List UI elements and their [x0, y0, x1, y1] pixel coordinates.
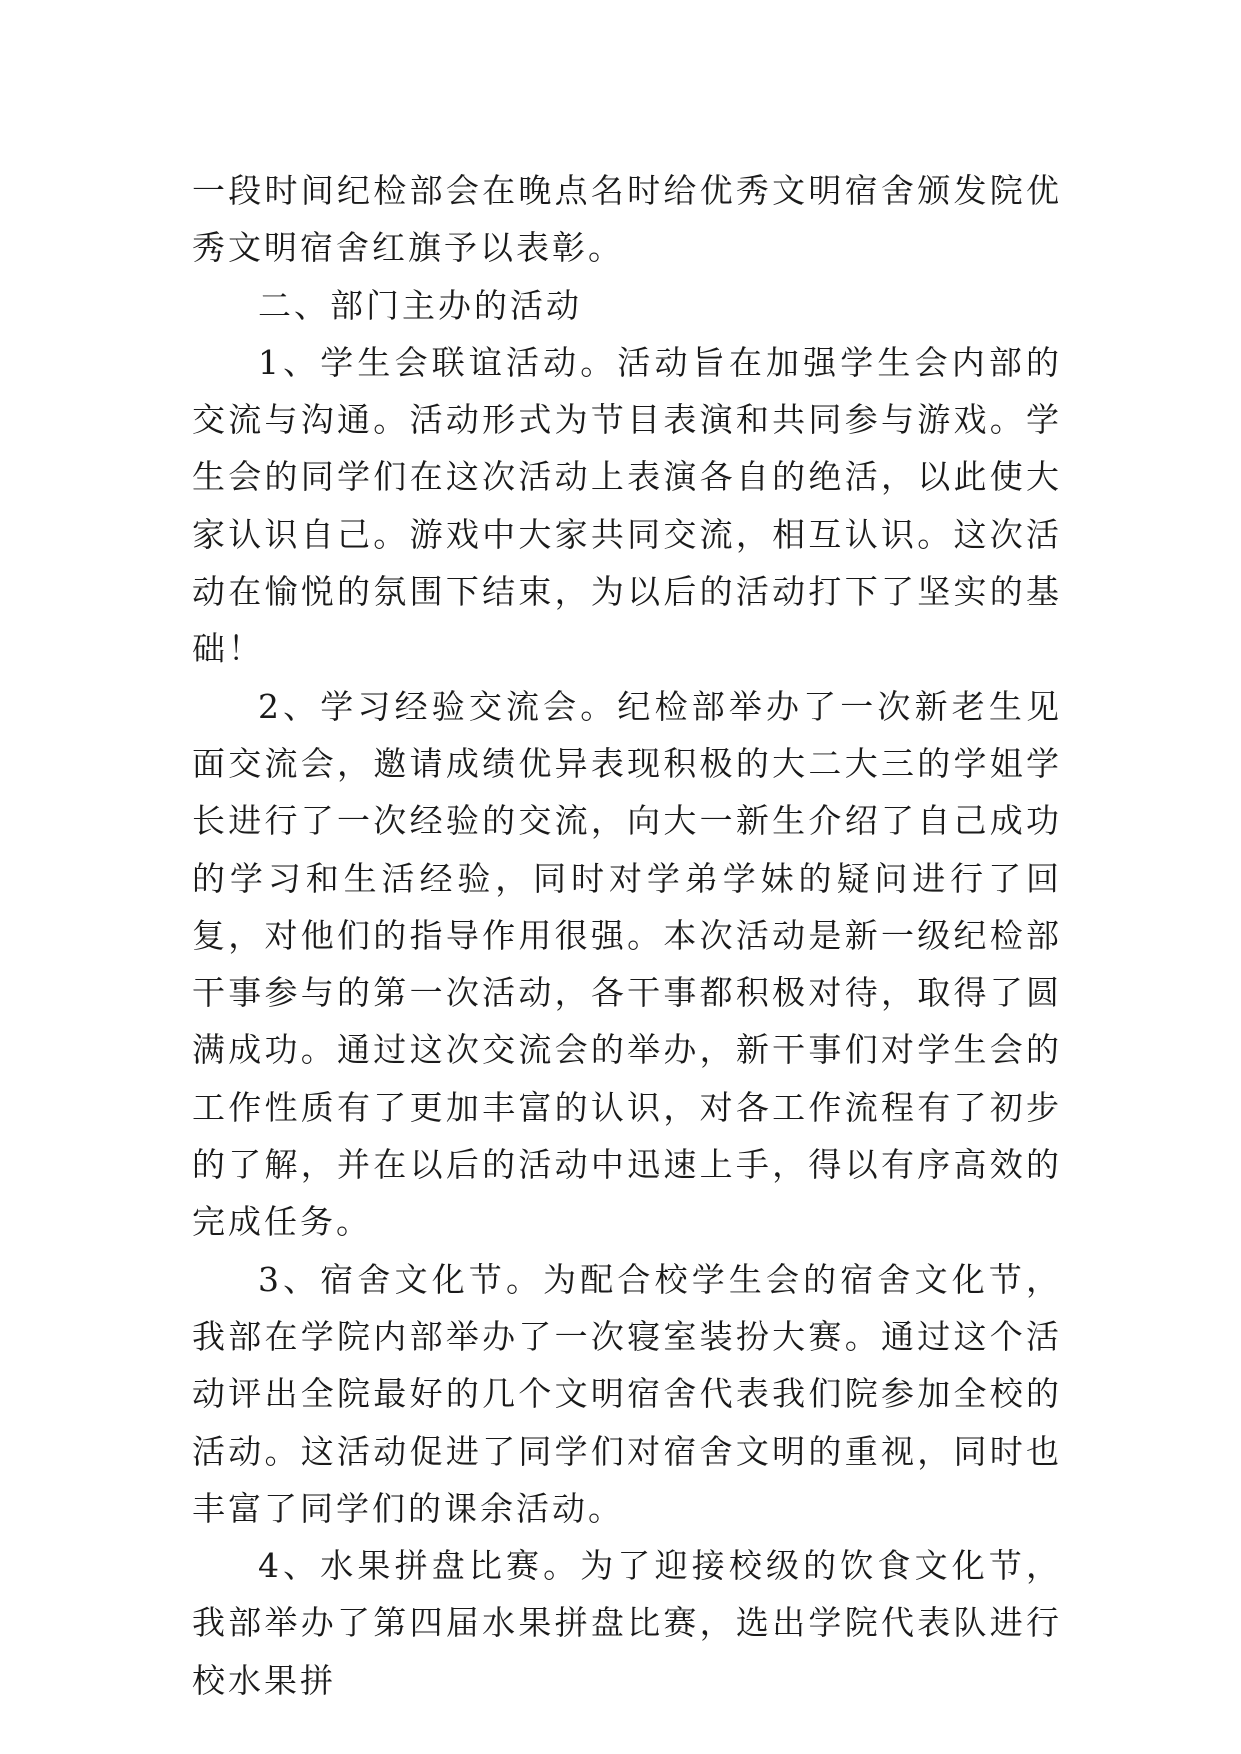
paragraph-activity-4: 4、水果拼盘比赛。为了迎接校级的饮食文化节，我部举办了第四届水果拼盘比赛，选出学院代表队进行校水果拼 — [192, 1546, 1062, 1700]
paragraph-activity-2: 2、学习经验交流会。纪检部举办了一次新老生见面交流会，邀请成绩优异表现积极的大二大三的学姐学长进行了一次经验的交流，向大一新生介绍了自己成功的学习和生活经验，同时对学弟学妹的疑问进行了回复，对他们的指导作用很强。本次活动是新一级纪检部干事参与的第一次活动，各干事都积极对待，取得了圆满成功。通过这次交流会的举办，新干事们对学生会的工作性质有了更加丰富的认识，对各工作流程有了初步的了解，并在以后的活动中迅速上手，得以有序高效的完成任务。 — [192, 686, 1062, 1242]
paragraph-activity-1: 1、学生会联谊活动。活动旨在加强学生会内部的交流与沟通。活动形式为节目表演和共同参与游戏。学生会的同学们在这次活动上表演各自的绝活，以此使大家认识自己。游戏中大家共同交流，相互认识。这次活动在愉悦的氛围下结束，为以后的活动打下了坚实的基础！ — [192, 342, 1062, 669]
paragraph-activity-3: 3、宿舍文化节。为配合校学生会的宿舍文化节，我部在学院内部举办了一次寝室装扮大赛。通过这个活动评出全院最好的几个文明宿舍代表我们院参加全校的活动。这活动促进了同学们对宿舍文明的重视，同时也丰富了同学们的课余活动。 — [192, 1259, 1062, 1528]
paragraph-continuation: 一段时间纪检部会在晚点名时给优秀文明宿舍颁发院优秀文明宿舍红旗予以表彰。 — [192, 171, 1062, 268]
section-heading-department-activities: 二、部门主办的活动 — [258, 285, 582, 325]
document-body — [192, 162, 1062, 1709]
